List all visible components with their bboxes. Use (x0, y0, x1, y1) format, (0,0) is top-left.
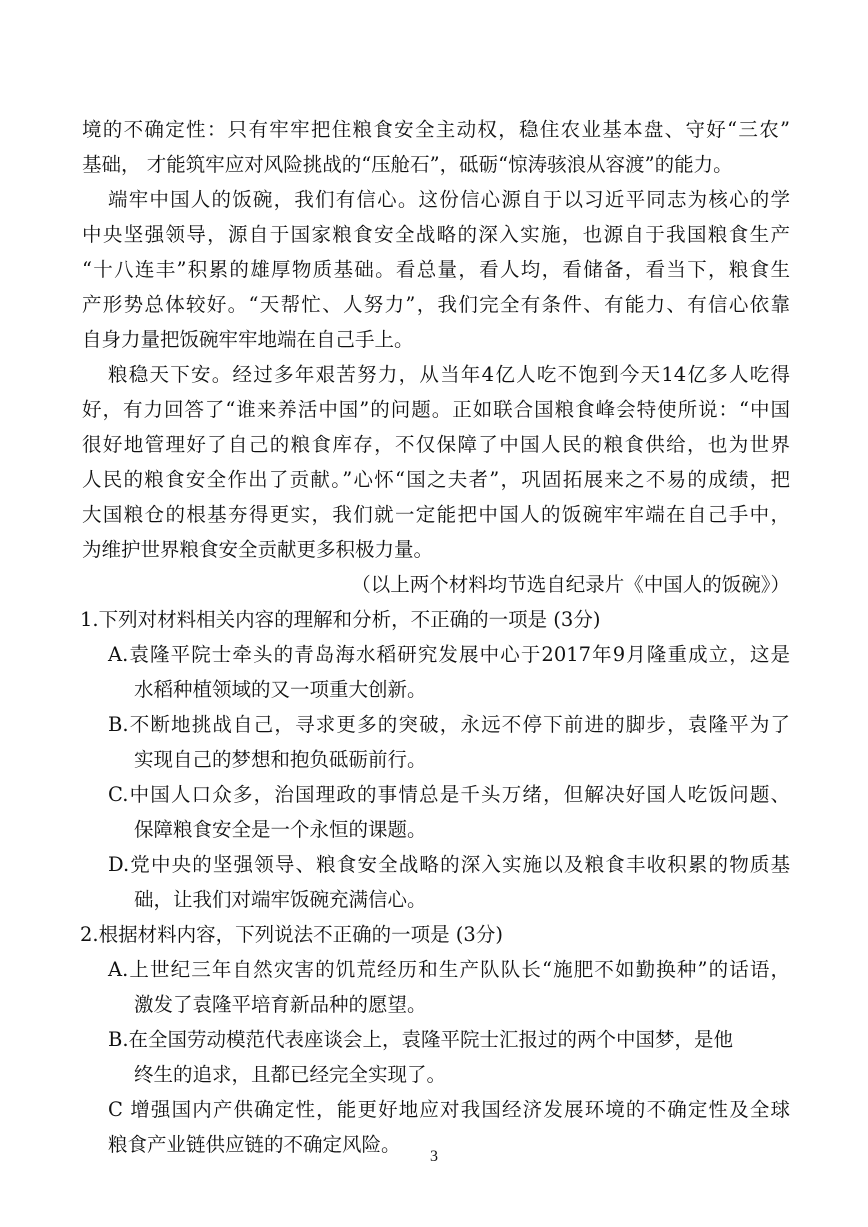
page-number: 3 (430, 1148, 438, 1165)
option-b (82, 1022, 790, 1092)
option-c (82, 777, 790, 847)
option-a (82, 952, 790, 1022)
option-b (82, 707, 790, 777)
option-line: 实现自己的梦想和抱负砥砺前行。 (134, 748, 427, 771)
option-line: D.党中央的坚强领导、粮食安全战略的深入实施以及粮食丰收积累的物质基 (108, 853, 790, 876)
text-line: 为维护世界粮食安全贡献更多积极力量。 (82, 538, 434, 561)
option-line: 水稻种植领域的又一项重大创新。 (134, 678, 427, 701)
text-line: “十八连丰”积累的雄厚物质基础。看总量，看人均，看储备，看当下，粮食生 (82, 258, 790, 281)
text-line: 境的不确定性：只有牢牢把住粮食安全主动权，稳住农业基本盘、守好“三农” (82, 118, 790, 141)
question-stem: 2.根据材料内容，下列说法不正确的一项是 (3分) (80, 923, 503, 946)
option-line: 粮食产业链供应链的不确定风险。 (108, 1133, 401, 1156)
option-line: C.中国人口众多，治国理政的事情总是千头万绪，但解决好国人吃饭问题、 (108, 783, 790, 806)
option-line: B.在全国劳动模范代表座谈会上，袁隆平院士汇报过的两个中国梦，是他 (108, 1028, 734, 1051)
question-1 (82, 602, 790, 917)
question-2 (82, 917, 790, 1162)
text-line: 中央坚强领导，源自于国家粮食安全战略的深入实施，也源自于我国粮食生产 (82, 223, 790, 246)
option-line: 保障粮食安全是一个永恒的课题。 (134, 818, 427, 841)
text-line: 好，有力回答了“谁来养活中国”的问题。正如联合国粮食峰会特使所说：“中国 (82, 398, 790, 421)
option-line: A.上世纪三年自然灾害的饥荒经历和生产队队长“施肥不如勤换种”的话语， (108, 958, 790, 981)
option-line: A.袁隆平院士牵头的青岛海水稻研究发展中心于2017年9月隆重成立，这是 (108, 643, 790, 666)
paragraph-1 (82, 112, 790, 182)
option-line: 础，让我们对端牢饭碗充满信心。 (134, 888, 427, 911)
paragraph-3 (82, 357, 790, 567)
paragraph-2 (82, 182, 790, 357)
text-line: 自身力量把饭碗牢牢地端在自己手上。 (82, 328, 414, 351)
option-line: B.不断地挑战自己，寻求更多的突破，永远不停下前进的脚步，袁隆平为了 (108, 713, 790, 736)
source-note: （以上两个材料均节选自纪录片《中国人的饭碗》） (351, 573, 790, 596)
option-d (82, 847, 790, 917)
text-line: 基础， 才能筑牢应对风险挑战的“压舱石”，砥砺“惊涛骇浪从容渡”的能力。 (82, 153, 733, 176)
option-a (82, 637, 790, 707)
text-line: 粮稳天下安。经过多年艰苦努力，从当年4亿人吃不饱到今天14亿多人吃得 (108, 363, 790, 386)
question-stem: 1.下列对材料相关内容的理解和分析，不正确的一项是 (3分) (80, 608, 601, 631)
option-line: 终生的追求，且都已经完全实现了。 (134, 1063, 447, 1086)
option-line: 激发了袁隆平培育新品种的愿望。 (134, 993, 427, 1016)
text-line: 产形势总体较好。“天帮忙、人努力”，我们完全有条件、有能力、有信心依靠 (82, 293, 790, 316)
text-line: 人民的粮食安全作出了贡献。”心怀“国之夫者”，巩固拓展来之不易的成绩，把 (82, 468, 790, 491)
option-line: C 增强国内产供确定性，能更好地应对我国经济发展环境的不确定性及全球 (108, 1098, 790, 1121)
text-line: 很好地管理好了自己的粮食库存，不仅保障了中国人民的粮食供给，也为世界 (82, 433, 790, 456)
text-line: 大国粮仓的根基夯得更实，我们就一定能把中国人的饭碗牢牢端在自己手中， (82, 503, 790, 526)
text-line: 端牢中国人的饭碗，我们有信心。这份信心源自于以习近平同志为核心的学 (108, 188, 790, 211)
document-body (82, 112, 790, 1162)
